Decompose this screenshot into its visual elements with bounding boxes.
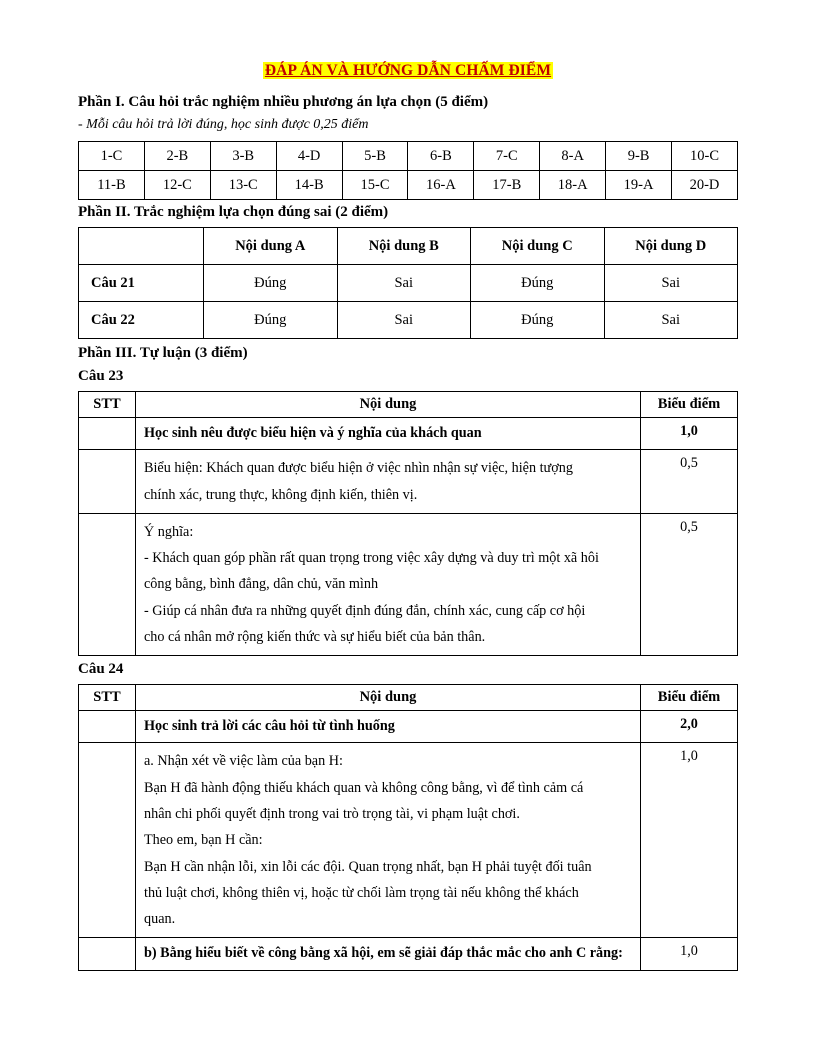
part-3-heading: Phần III. Tự luận (3 điểm) bbox=[78, 345, 248, 361]
q24-col-stt: STT bbox=[79, 685, 136, 711]
tf-cell: Sai bbox=[604, 302, 738, 339]
q24-content-line: Bạn H cần nhận lỗi, xin lỗi các đội. Quan trọng nhất, bạn H phải tuyệt đối tuân bbox=[144, 858, 592, 875]
q24-stt bbox=[79, 711, 136, 743]
mcq-answer-cell: 15-C bbox=[342, 171, 408, 200]
table-header-row bbox=[79, 685, 738, 711]
tf-cell: Sai bbox=[337, 302, 471, 339]
q24-content-line: Học sinh trả lời các câu hỏi từ tình huống bbox=[144, 718, 395, 735]
q23-content-line: - Khách quan góp phần rất quan trọng trong việc xây dựng và duy trì một xã hôi bbox=[144, 550, 599, 567]
q23-content-line: chính xác, trung thực, không định kiến, thiên vị. bbox=[144, 486, 418, 503]
tf-col-c: Nội dung C bbox=[471, 228, 605, 265]
q23-content-line: Ý nghĩa: bbox=[144, 523, 194, 540]
q24-content-line: Bạn H đã hành động thiếu khách quan và không công bằng, vì để tình cảm cá bbox=[144, 779, 584, 796]
table-row bbox=[79, 711, 738, 743]
mcq-answer-cell: 16-A bbox=[408, 171, 474, 200]
part-2-heading: Phần II. Trắc nghiệm lựa chọn đúng sai (2 điểm) bbox=[78, 204, 389, 220]
tf-row-label: Câu 22 bbox=[79, 302, 204, 339]
page-title bbox=[78, 62, 738, 80]
tf-col-d: Nội dung D bbox=[604, 228, 738, 265]
q23-score: 1,0 bbox=[641, 418, 738, 450]
question-24-label: Câu 24 bbox=[78, 661, 124, 678]
q24-score: 1,0 bbox=[641, 938, 738, 970]
q23-stt bbox=[79, 450, 136, 514]
q23-content bbox=[136, 513, 641, 655]
q24-content-line: Theo em, bạn H cần: bbox=[144, 832, 263, 849]
table-row bbox=[79, 171, 738, 200]
tf-row-label: Câu 21 bbox=[79, 265, 204, 302]
mcq-answer-cell: 18-A bbox=[540, 171, 606, 200]
q24-content-line: b) Bằng hiểu biết về công bằng xã hội, em sẽ giải đáp thắc mắc cho anh C rằng: bbox=[144, 945, 623, 962]
page-title-text: ĐÁP ÁN VÀ HƯỚNG DẪN CHẤM ĐIỂM bbox=[264, 62, 552, 79]
q23-content-line: - Giúp cá nhân đưa ra những quyết định đúng đắn, chính xác, cung cấp cơ hội bbox=[144, 602, 586, 619]
q24-content-line: a. Nhận xét về việc làm của bạn H: bbox=[144, 753, 343, 770]
mcq-answer-cell: 19-A bbox=[606, 171, 672, 200]
mcq-answer-cell: 5-B bbox=[342, 142, 408, 171]
table-row bbox=[79, 938, 738, 970]
q23-score: 0,5 bbox=[641, 513, 738, 655]
true-false-table bbox=[78, 227, 738, 339]
q24-content bbox=[136, 711, 641, 743]
q24-col-content: Nội dung bbox=[136, 685, 641, 711]
table-row bbox=[79, 450, 738, 514]
mcq-answer-cell: 12-C bbox=[144, 171, 210, 200]
q24-stt bbox=[79, 938, 136, 970]
mcq-answer-table bbox=[78, 141, 738, 200]
part-1-note: - Mỗi câu hỏi trả lời đúng, học sinh được 0,25 điểm bbox=[78, 117, 369, 132]
table-row bbox=[79, 513, 738, 655]
tf-cell: Sai bbox=[604, 265, 738, 302]
q23-content bbox=[136, 450, 641, 514]
tf-col-b: Nội dung B bbox=[337, 228, 471, 265]
table-row bbox=[79, 302, 738, 339]
q24-content-line: thủ luật chơi, không thiên vị, hoặc từ chối làm trọng tài nếu không thể khách bbox=[144, 884, 579, 901]
q23-content-line: Biểu hiện: Khách quan được biểu hiện ở việc nhìn nhận sự việc, hiện tượng bbox=[144, 460, 573, 477]
q24-col-score: Biểu điểm bbox=[641, 685, 738, 711]
tf-cell: Sai bbox=[337, 265, 471, 302]
tf-cell: Đúng bbox=[471, 265, 605, 302]
question-24-table bbox=[78, 684, 738, 970]
q23-content bbox=[136, 418, 641, 450]
q23-content-line: cho cá nhân mở rộng kiến thức và sự hiểu biết của bản thân. bbox=[144, 628, 486, 645]
mcq-answer-cell: 6-B bbox=[408, 142, 474, 171]
mcq-answer-cell: 13-C bbox=[210, 171, 276, 200]
mcq-answer-cell: 3-B bbox=[210, 142, 276, 171]
tf-col-empty bbox=[79, 228, 204, 265]
mcq-answer-cell: 1-C bbox=[79, 142, 145, 171]
q23-col-content: Nội dung bbox=[136, 392, 641, 418]
q24-content-line: quan. bbox=[144, 911, 176, 928]
mcq-answer-cell: 4-D bbox=[276, 142, 342, 171]
tf-cell: Đúng bbox=[204, 302, 338, 339]
q23-stt bbox=[79, 513, 136, 655]
mcq-answer-cell: 17-B bbox=[474, 171, 540, 200]
part-1-heading: Phần I. Câu hỏi trắc nghiệm nhiều phương án lựa chọn (5 điểm) bbox=[78, 94, 489, 110]
q24-stt bbox=[79, 743, 136, 938]
mcq-answer-cell: 14-B bbox=[276, 171, 342, 200]
question-23-table bbox=[78, 391, 738, 656]
q24-score: 1,0 bbox=[641, 743, 738, 938]
q24-content bbox=[136, 743, 641, 938]
mcq-answer-cell: 11-B bbox=[79, 171, 145, 200]
question-23-label: Câu 23 bbox=[78, 368, 124, 384]
q23-content-line: Học sinh nêu được biểu hiện và ý nghĩa của khách quan bbox=[144, 425, 482, 441]
table-row bbox=[79, 743, 738, 938]
table-row bbox=[79, 265, 738, 302]
q23-content-line: công bằng, bình đẳng, dân chủ, văn mình bbox=[144, 576, 379, 593]
mcq-answer-cell: 9-B bbox=[606, 142, 672, 171]
mcq-answer-cell: 10-C bbox=[672, 142, 738, 171]
q23-col-score: Biểu điểm bbox=[641, 392, 738, 418]
mcq-answer-cell: 20-D bbox=[672, 171, 738, 200]
q23-col-stt: STT bbox=[79, 392, 136, 418]
table-header-row bbox=[79, 392, 738, 418]
q23-stt bbox=[79, 418, 136, 450]
table-header-row bbox=[79, 228, 738, 265]
table-row bbox=[79, 418, 738, 450]
mcq-answer-cell: 8-A bbox=[540, 142, 606, 171]
q24-score: 2,0 bbox=[641, 711, 738, 743]
q24-content-line: nhân chi phối quyết định trong vai trò trọng tài, vi phạm luật chơi. bbox=[144, 805, 520, 822]
tf-cell: Đúng bbox=[471, 302, 605, 339]
tf-cell: Đúng bbox=[204, 265, 338, 302]
q24-content bbox=[136, 938, 641, 970]
q23-score: 0,5 bbox=[641, 450, 738, 514]
table-row bbox=[79, 142, 738, 171]
mcq-answer-cell: 7-C bbox=[474, 142, 540, 171]
mcq-answer-cell: 2-B bbox=[144, 142, 210, 171]
tf-col-a: Nội dung A bbox=[204, 228, 338, 265]
